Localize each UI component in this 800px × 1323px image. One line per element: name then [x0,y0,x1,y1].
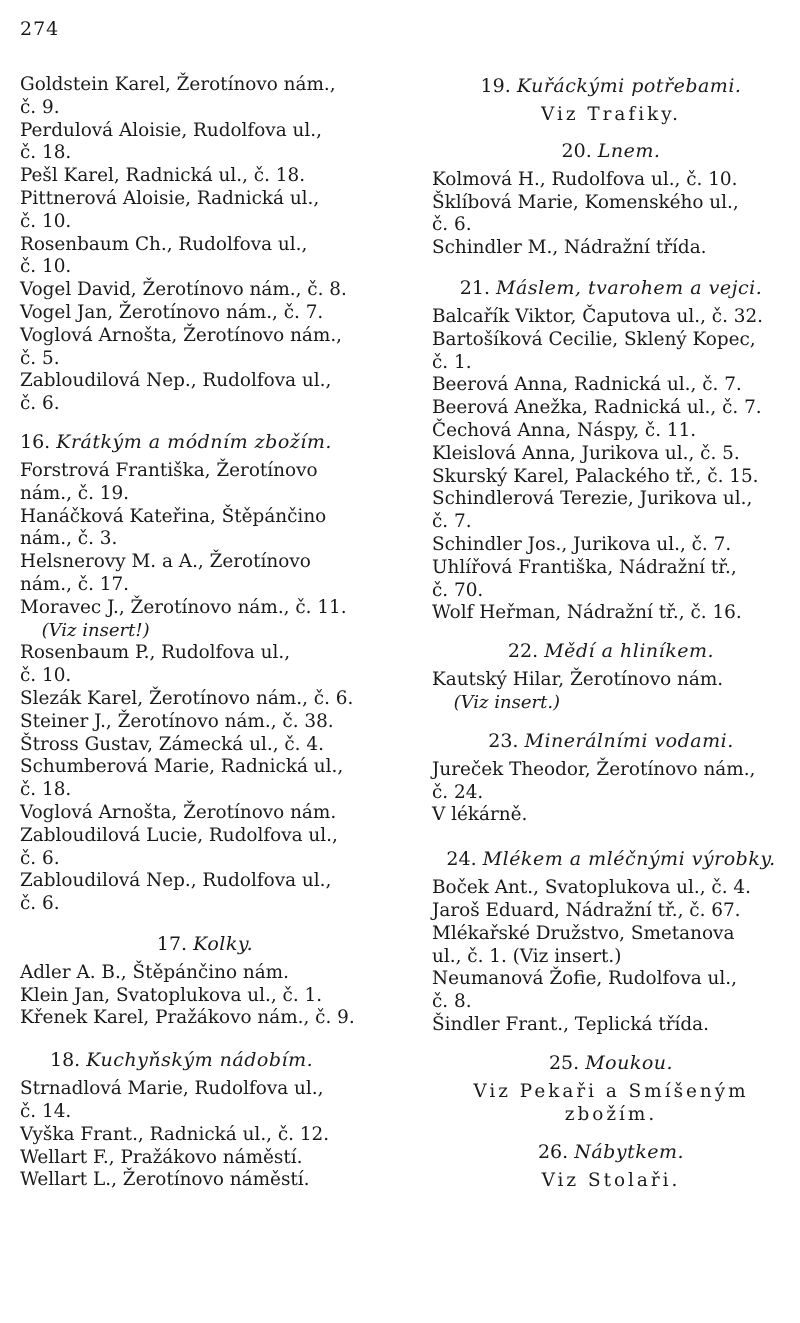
section-title: Kuchyňským nádobím. [86,1049,314,1072]
directory-entry [20,279,390,302]
directory-entry [20,711,390,734]
section-20-heading [432,139,790,163]
section-21-heading [432,276,790,300]
section-number: 25. [548,1051,580,1074]
section-25-heading [432,1051,790,1075]
directory-entry [20,74,390,120]
entry-line: Wolf Heřman, Nádražní tř., č. 16. [432,602,742,624]
section-number: 20. [561,139,592,162]
entry-line: Kleislová Anna, Jurikova ul., č. 5. [432,442,740,464]
entry-line-continued: č. 1. [432,351,472,373]
continuation-list [20,74,390,416]
directory-entry [20,1169,390,1192]
directory-entry [20,734,390,757]
directory-entry [20,825,390,871]
entry-line-continued: nám., č. 19. [20,482,130,504]
directory-entry [20,688,390,711]
directory-entry [432,488,790,534]
section-title: Lnem. [597,139,661,162]
entry-line: Strnadlová Marie, Rudolfova ul., [20,1078,324,1100]
entry-line: Štross Gustav, Zámecká ul., č. 4. [20,733,324,755]
directory-entry [432,237,790,260]
entry-line: Rosenbaum P., Rudolfova ul., [20,642,291,664]
entry-line: Beerová Anežka, Radnická ul., č. 7. [432,397,762,419]
directory-entry [432,420,790,443]
section-17-heading [20,932,390,956]
section-19-heading [432,74,790,98]
entry-line: Jureček Theodor, Žerotínovo nám., [432,758,756,780]
entry-line-continued: č. 7. [432,511,472,533]
see-reference: Viz Pekaři a Smíšeným [473,1080,749,1102]
entry-line-continued: č. 6. [432,214,472,236]
entry-line-continued: č. 6. [20,893,60,915]
directory-entry [20,1078,390,1124]
directory-entry [432,534,790,557]
section-24-list [432,877,790,1037]
section-17-list [20,962,390,1030]
entry-line-continued: ul., č. 1. (Viz insert.) [432,945,622,967]
section-21-list [432,306,790,625]
directory-entry [432,397,790,420]
directory-entry [20,551,390,597]
left-column [20,74,390,1192]
section-number: 21. [459,276,490,299]
directory-entry [432,329,790,375]
entry-line: Pittnerová Aloisie, Radnická ul., [20,187,320,209]
entry-line: Wellart F., Pražákovo náměstí. [20,1146,303,1168]
directory-entry [20,802,390,825]
section-title: Máslem, tvarohem a vejci. [496,276,763,299]
section-title: Mědí a hliníkem. [544,640,715,663]
entry-line: Schumberová Marie, Radnická ul., [20,756,344,778]
entry-line-continued: č. 6. [20,393,60,415]
see-reference: Viz Trafiky. [540,104,682,125]
section-24-heading [432,847,790,871]
directory-entry [432,374,790,397]
entry-line: Křenek Karel, Pražákovo nám., č. 9. [20,1007,355,1029]
directory-entry [20,642,390,688]
entry-line: Jaroš Eduard, Nádražní tř., č. 67. [432,899,741,921]
entry-line-continued: č. 10. [20,210,72,232]
section-number: 18. [50,1049,81,1072]
directory-entry [20,234,390,280]
section-16-list-continued [20,642,390,916]
directory-entry [432,669,790,692]
directory-entry [20,120,390,166]
section-22-heading [432,639,790,663]
directory-entry [432,759,790,805]
section-number: 26. [537,1141,569,1164]
section-23-list [432,759,790,827]
directory-entry [432,557,790,603]
entry-line: Kolmová H., Rudolfova ul., č. 10. [432,168,738,190]
section-number: 16. [20,430,51,453]
section-22-list [432,669,790,692]
entry-line: Schindler M., Nádražní třída. [432,237,707,259]
directory-entry [20,165,390,188]
section-20-list [432,169,790,260]
entry-line: Zabloudilová Nep., Rudolfova ul., [20,370,332,392]
entry-line-continued: č. 6. [20,847,60,869]
section-16-heading [20,430,390,454]
directory-entry [20,1124,390,1147]
directory-entry [432,900,790,923]
entry-line: Neumanová Žofie, Rudolfova ul., [432,968,737,990]
entry-line-continued: č. 18. [20,142,72,164]
entry-line-continued: č. 5. [20,347,60,369]
section-title: Kolky. [193,932,254,955]
section-16-list [20,460,390,620]
directory-entry [432,443,790,466]
section-18-list [20,1078,390,1192]
directory-entry [20,756,390,802]
entry-line: Pešl Karel, Radnická ul., č. 18. [20,165,306,187]
entry-line: Vogel Jan, Žerotínovo nám., č. 7. [20,301,324,323]
section-number: 24. [446,848,477,871]
directory-entry [432,169,790,192]
section-18-heading [20,1048,390,1072]
entry-line-continued: č. 18. [20,779,72,801]
entry-line: Skurský Karel, Palackého tř., č. 15. [432,465,759,487]
see-reference-continued: zbožím. [564,1103,658,1125]
directory-entry [20,370,390,416]
entry-line: Perdulová Aloisie, Rudolfova ul., [20,119,322,141]
entry-line: Rosenbaum Ch., Rudolfova ul., [20,233,308,255]
directory-entry [432,306,790,329]
entry-line: Steiner J., Žerotínovo nám., č. 38. [20,710,334,732]
directory-entry [20,460,390,506]
directory-entry [432,602,790,625]
entry-line-continued: č. 10. [20,665,72,687]
insert-note: (Viz insert!) [41,619,150,641]
directory-entry [432,1014,790,1037]
section-number: 19. [480,75,511,97]
directory-entry [20,597,390,620]
right-column [432,74,790,1193]
entry-line: Beerová Anna, Radnická ul., č. 7. [432,374,742,396]
page-number: 274 [20,18,60,40]
entry-line: Balcařík Viktor, Čaputova ul., č. 32. [432,305,764,327]
see-reference: Viz Stolaři. [541,1170,681,1192]
section-number: 23. [488,729,519,752]
entry-line: V lékárně. [432,804,528,826]
entry-line-continued: č. 14. [20,1101,72,1123]
entry-line: Helsnerovy M. a A., Žerotínovo [20,551,311,573]
entry-line: Moravec J., Žerotínovo nám., č. 11. [20,596,347,618]
section-number: 22. [507,640,539,663]
directory-entry [20,870,390,916]
directory-entry [432,192,790,238]
entry-line: Forstrová Františka, Žerotínovo [20,459,318,481]
section-title: Moukou. [585,1051,674,1074]
section-title: Mlékem a mléčnými výrobky. [482,848,776,871]
entry-line: Goldstein Karel, Žerotínovo nám., [20,74,336,95]
section-26-heading [432,1140,790,1164]
section-title: Krátkým a módním zbožím. [56,430,332,453]
directory-entry [20,506,390,552]
entry-line: Zabloudilová Nep., Rudolfova ul., [20,870,332,892]
entry-line: Čechová Anna, Náspy, č. 11. [432,419,697,441]
entry-line: Zabloudilová Lucie, Rudolfova ul., [20,824,338,846]
directory-entry [20,188,390,234]
directory-entry [432,877,790,900]
entry-line-continued: č. 9. [20,96,60,118]
directory-entry [20,1147,390,1170]
entry-line-continued: nám., č. 3. [20,528,118,550]
entry-line: Schindlerová Terezie, Jurikova ul., [432,488,753,510]
entry-line: Bartošíková Cecilie, Sklený Kopec, [432,328,756,350]
entry-line-continued: č. 8. [432,991,472,1013]
entry-line-continued: č. 24. [432,781,484,803]
section-number: 17. [156,932,188,955]
section-23-heading [432,729,790,753]
entry-line-continued: č. 10. [20,256,72,278]
directory-entry [432,804,790,827]
section-title: Minerálními vodami. [524,729,734,752]
entry-line: Kautský Hilar, Žerotínovo nám. [432,669,724,691]
entry-line: Klein Jan, Svatoplukova ul., č. 1. [20,984,323,1006]
directory-entry [20,325,390,371]
insert-note: (Viz insert.) [453,691,561,713]
entry-line: Adler A. B., Štěpánčino nám. [20,961,289,983]
entry-line: Šklíbová Marie, Komenského ul., [432,191,739,213]
entry-line: Hanáčková Kateřina, Štěpánčino [20,505,327,527]
entry-line: Mlékařské Družstvo, Smetanova [432,922,735,944]
entry-line: Vyška Frant., Radnická ul., č. 12. [20,1123,330,1145]
directory-entry [432,466,790,489]
entry-line: Voglová Arnošta, Žerotínovo nám., [20,324,343,346]
entry-line-continued: č. 70. [432,579,484,601]
directory-entry [20,962,390,985]
entry-line: Boček Ant., Svatoplukova ul., č. 4. [432,877,751,899]
directory-entry [432,923,790,969]
directory-entry [432,968,790,1014]
entry-line-continued: nám., č. 17. [20,573,130,595]
entry-line: Slezák Karel, Žerotínovo nám., č. 6. [20,687,354,709]
section-title: Kuřáckými potřebami. [516,75,742,97]
entry-line: Vogel David, Žerotínovo nám., č. 8. [20,279,347,301]
directory-entry [20,985,390,1008]
directory-entry [20,302,390,325]
entry-line: Voglová Arnošta, Žerotínovo nám. [20,801,337,823]
entry-line: Schindler Jos., Jurikova ul., č. 7. [432,533,732,555]
section-title: Nábytkem. [574,1141,685,1164]
entry-line: Wellart L., Žerotínovo náměstí. [20,1169,310,1191]
entry-line: Šindler Frant., Teplická třída. [432,1013,709,1035]
entry-line: Uhlířová Františka, Nádražní tř., [432,556,737,578]
directory-entry [20,1007,390,1030]
